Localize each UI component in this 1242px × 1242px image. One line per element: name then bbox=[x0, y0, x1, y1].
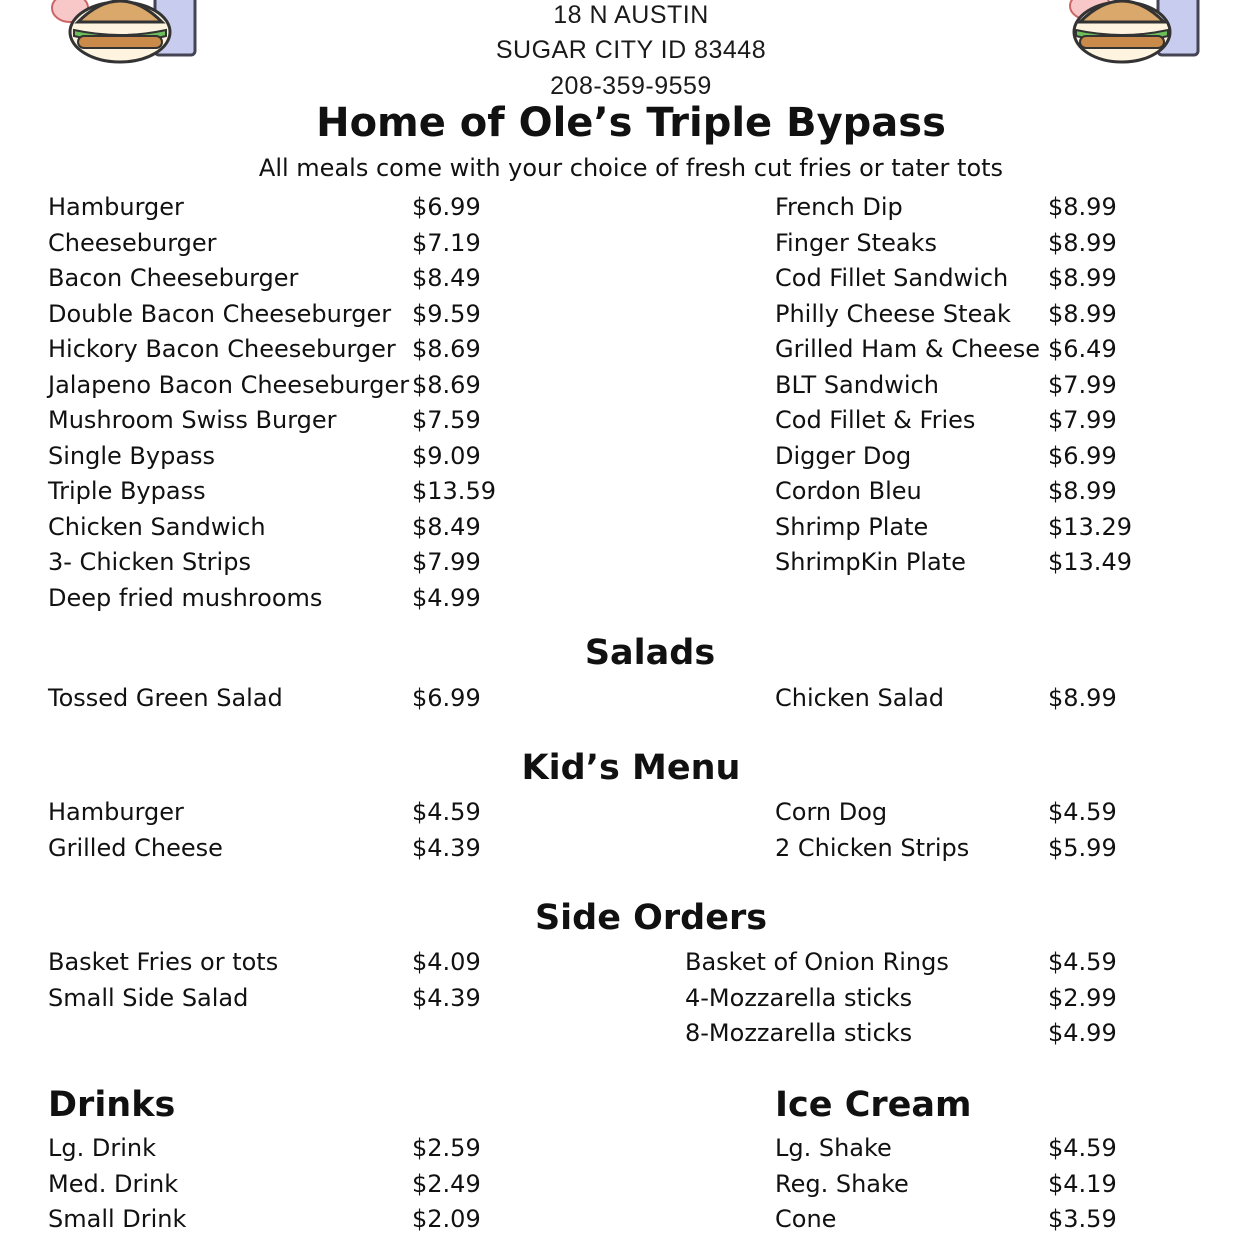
menu-item-row bbox=[0, 403, 1242, 439]
kids-menu-heading: Kid’s Menu bbox=[521, 748, 741, 788]
drinks-heading: Drinks bbox=[48, 1085, 176, 1125]
menu-item-price: $8.99 bbox=[1048, 477, 1117, 505]
menu-item-price: $8.49 bbox=[412, 512, 481, 541]
menu-item-price: $5.99 bbox=[1048, 833, 1117, 862]
menu-item-name: Double Bacon Cheeseburger bbox=[48, 299, 392, 328]
menu-item-price: $4.59 bbox=[1048, 948, 1117, 976]
menu-item-price: $13.29 bbox=[1048, 512, 1132, 541]
menu-item-price: $4.99 bbox=[1048, 1019, 1117, 1047]
menu-item-name: Hamburger bbox=[48, 193, 184, 221]
menu-item-row bbox=[0, 831, 1242, 867]
menu-item-name: Cod Fillet Sandwich bbox=[775, 264, 1009, 292]
menu-item-name: Finger Steaks bbox=[775, 228, 937, 257]
menu-item-price: $9.09 bbox=[412, 441, 481, 470]
menu-item-price: $7.99 bbox=[412, 548, 481, 576]
menu-item-name: Lg. Drink bbox=[48, 1134, 156, 1162]
menu-item-name: Basket of Onion Rings bbox=[685, 948, 949, 976]
menu-item-price: $4.59 bbox=[1048, 1134, 1117, 1162]
address-city: SUGAR CITY ID 83448 bbox=[495, 36, 767, 64]
menu-item-price: $3.59 bbox=[1048, 1205, 1117, 1233]
menu-item-row bbox=[0, 1167, 1242, 1203]
menu-item-row bbox=[0, 261, 1242, 297]
menu-item-row bbox=[0, 190, 1242, 226]
menu-item-row bbox=[0, 474, 1242, 510]
address-phone: 208-359-9559 bbox=[550, 72, 712, 100]
menu-item-row bbox=[0, 368, 1242, 404]
menu-item-name: Deep fried mushrooms bbox=[48, 583, 323, 612]
menu-item-row bbox=[0, 545, 1242, 581]
menu-item-price: $9.59 bbox=[412, 299, 481, 328]
menu-item-name: Hickory Bacon Cheeseburger bbox=[48, 335, 396, 363]
menu-item-name: Mushroom Swiss Burger bbox=[48, 406, 337, 434]
menu-item-price: $6.99 bbox=[412, 193, 481, 221]
menu-item-name: 2 Chicken Strips bbox=[775, 833, 970, 862]
menu-item-name: Cone bbox=[775, 1205, 837, 1233]
menu-item-name: 8-Mozzarella sticks bbox=[685, 1019, 913, 1047]
menu-item-row bbox=[0, 439, 1242, 475]
menu-item-name: Basket Fries or tots bbox=[48, 948, 279, 976]
menu-item-row bbox=[0, 297, 1242, 333]
menu-item-name: Cod Fillet & Fries bbox=[775, 406, 976, 434]
menu-item-name: Small Side Salad bbox=[48, 983, 249, 1012]
menu-item-row bbox=[0, 226, 1242, 262]
menu-item-price: $7.99 bbox=[1048, 406, 1117, 434]
menu-item-price: $8.99 bbox=[1048, 684, 1117, 712]
menu-item-name: French Dip bbox=[775, 193, 903, 221]
menu-item-row bbox=[0, 945, 1242, 981]
page-title: Home of Ole’s Triple Bypass bbox=[316, 100, 946, 146]
menu-item-price: $6.99 bbox=[1048, 441, 1117, 470]
menu-item-price: $4.39 bbox=[412, 833, 481, 862]
menu-item-name: Bacon Cheeseburger bbox=[48, 264, 299, 292]
menu-item-price: $8.69 bbox=[412, 370, 481, 399]
menu-item-name: 4-Mozzarella sticks bbox=[685, 983, 913, 1012]
menu-item-row bbox=[0, 510, 1242, 546]
address-street: 18 N AUSTIN bbox=[553, 1, 709, 29]
menu-item-name: Triple Bypass bbox=[48, 477, 206, 505]
menu-item-price: $6.49 bbox=[1048, 335, 1117, 363]
menu-item-name: Med. Drink bbox=[48, 1169, 179, 1198]
menu-item-name: ShrimpKin Plate bbox=[775, 548, 966, 576]
menu-item-price: $8.69 bbox=[412, 335, 481, 363]
page-subtitle: All meals come with your choice of fresh cut fries or tater tots bbox=[258, 154, 1004, 182]
menu-item-row bbox=[0, 1202, 1242, 1238]
menu-item-price: $4.39 bbox=[412, 983, 481, 1012]
menu-item-price: $8.99 bbox=[1048, 228, 1117, 257]
ice-cream-heading: Ice Cream bbox=[775, 1085, 972, 1125]
menu-item-name: Lg. Shake bbox=[775, 1134, 892, 1162]
menu-item-price: $2.99 bbox=[1048, 983, 1117, 1012]
menu-item-name: Philly Cheese Steak bbox=[775, 299, 1011, 328]
menu-item-price: $4.59 bbox=[1048, 798, 1117, 826]
menu-item-row bbox=[0, 681, 1242, 717]
menu-item-price: $6.99 bbox=[412, 684, 481, 712]
menu-item-row bbox=[0, 981, 1242, 1017]
menu-item-price: $4.99 bbox=[412, 583, 481, 612]
menu-item-price: $8.49 bbox=[412, 264, 481, 292]
menu-item-price: $8.99 bbox=[1048, 264, 1117, 292]
menu-item-row bbox=[0, 581, 1242, 617]
menu-item-price: $4.59 bbox=[412, 798, 481, 826]
menu-item-name: Digger Dog bbox=[775, 441, 912, 470]
side-orders-heading: Side Orders bbox=[534, 898, 768, 938]
menu-item-name: 3- Chicken Strips bbox=[48, 548, 251, 576]
menu-item-name: Cordon Bleu bbox=[775, 477, 922, 505]
menu-item-name: Corn Dog bbox=[775, 798, 888, 826]
menu-item-row bbox=[0, 332, 1242, 368]
menu-item-price: $8.99 bbox=[1048, 193, 1117, 221]
menu-item-row bbox=[0, 1131, 1242, 1167]
menu-item-price: $13.59 bbox=[412, 477, 496, 505]
menu-item-price: $2.59 bbox=[412, 1134, 481, 1162]
menu-item-name: Reg. Shake bbox=[775, 1169, 909, 1198]
menu-item-price: $7.59 bbox=[412, 406, 481, 434]
menu-item-name: Grilled Cheese bbox=[48, 833, 223, 862]
menu-item-name: Single Bypass bbox=[48, 441, 216, 470]
menu-item-price: $7.19 bbox=[412, 228, 481, 257]
menu-item-name: Small Drink bbox=[48, 1205, 187, 1233]
menu-item-name: BLT Sandwich bbox=[775, 370, 939, 399]
menu-item-name: Tossed Green Salad bbox=[48, 684, 283, 712]
menu-item-name: Cheeseburger bbox=[48, 228, 217, 257]
menu-item-name: Jalapeno Bacon Cheeseburger bbox=[48, 370, 410, 399]
menu-item-name: Grilled Ham & Cheese bbox=[775, 335, 1040, 363]
salads-heading: Salads bbox=[584, 633, 716, 673]
menu-item-price: $4.09 bbox=[412, 948, 481, 976]
menu-item-price: $2.49 bbox=[412, 1169, 481, 1198]
menu-item-row bbox=[0, 795, 1242, 831]
menu-item-row bbox=[0, 1016, 1242, 1052]
menu-item-name: Shrimp Plate bbox=[775, 512, 929, 541]
menu-item-price: $7.99 bbox=[1048, 370, 1117, 399]
menu-item-price: $4.19 bbox=[1048, 1169, 1117, 1198]
menu-item-price: $13.49 bbox=[1048, 548, 1132, 576]
menu-item-price: $2.09 bbox=[412, 1205, 481, 1233]
menu-item-name: Chicken Salad bbox=[775, 684, 945, 712]
menu-item-name: Chicken Sandwich bbox=[48, 512, 266, 541]
menu-item-price: $8.99 bbox=[1048, 299, 1117, 328]
menu-item-name: Hamburger bbox=[48, 798, 184, 826]
